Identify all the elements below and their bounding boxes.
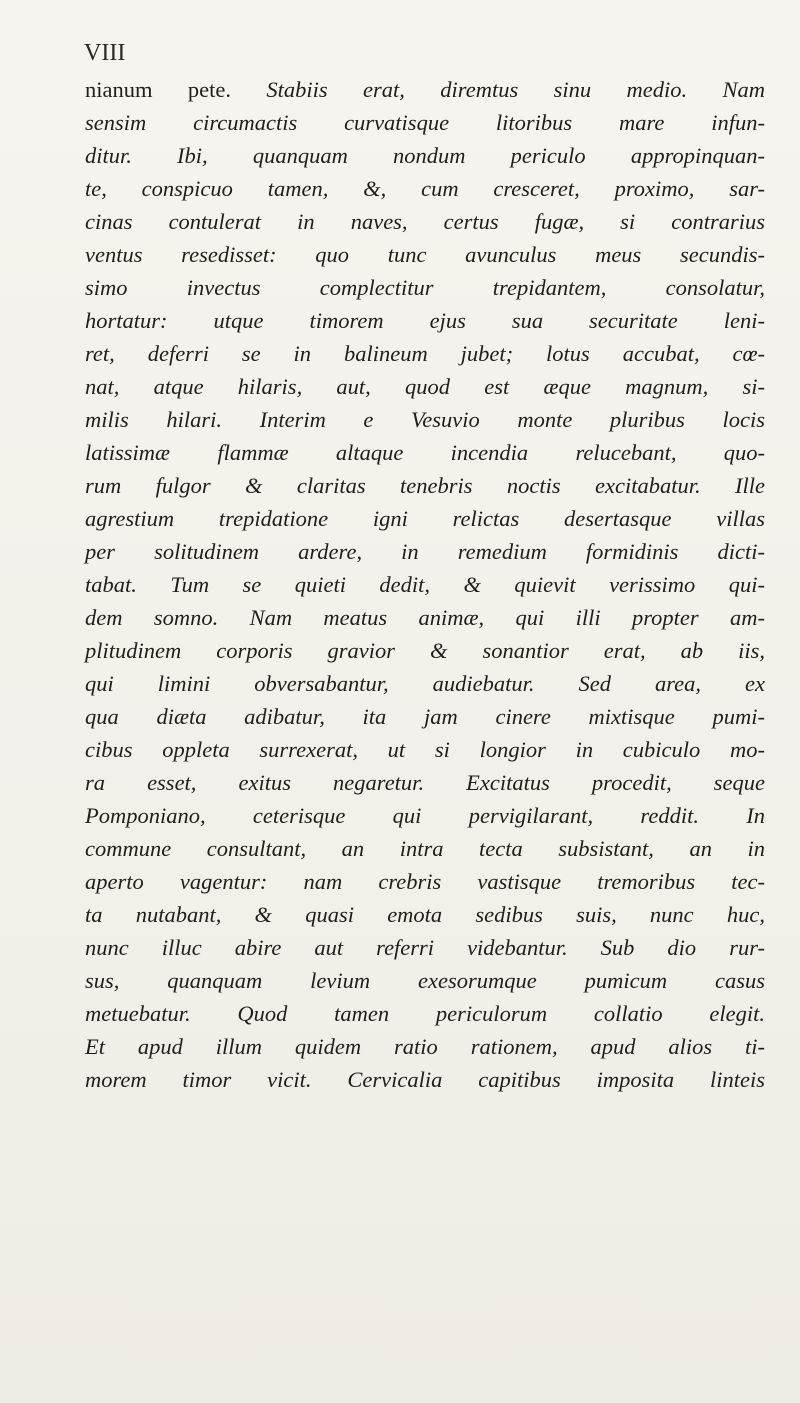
text-line: nunc illuc abire aut referri videbantur. Sub dio rur- [85, 935, 765, 960]
text-line: sensim circumactis curvatisque litoribus mare infun- [85, 110, 765, 135]
text-line: milis hilari. Interim e Vesuvio monte pluribus locis [85, 407, 765, 432]
text-line: ditur. Ibi, quanquam nondum periculo appropinquan- [85, 143, 765, 168]
text-line: te, conspicuo tamen, &, cum cresceret, proximo, sar- [85, 176, 765, 201]
latin-text-block [85, 73, 765, 1096]
text-line: rum fulgor & claritas tenebris noctis excitabatur. Ille [85, 473, 765, 498]
text-line: per solitudinem ardere, in remedium formidinis dicti- [85, 539, 765, 564]
text-line: nat, atque hilaris, aut, quod est æque magnum, si- [85, 374, 765, 399]
text-line: ra esset, exitus negaretur. Excitatus procedit, seque [85, 770, 765, 795]
text-line: tabat. Tum se quieti dedit, & quievit verissimo qui- [85, 572, 765, 597]
page-number: VIII [84, 40, 126, 66]
text-line: qui limini obversabantur, audiebatur. Sed area, ex [85, 671, 765, 696]
text-line: aperto vagentur: nam crebris vastisque tremoribus tec- [85, 869, 765, 894]
text-line: plitudinem corporis gravior & sonantior erat, ab iis, [85, 638, 765, 663]
text-line: Et apud illum quidem ratio rationem, apud alios ti- [85, 1034, 765, 1059]
text-line: Pomponiano, ceterisque qui pervigilarant, reddit. In [85, 803, 765, 828]
text-line: morem timor vicit. Cervicalia capitibus imposita linteis [85, 1067, 765, 1092]
text-line [85, 73, 765, 106]
text-line: commune consultant, an intra tecta subsistant, an in [85, 836, 765, 861]
text-line: latissimæ flammæ altaque incendia relucebant, quo- [85, 440, 765, 465]
text-line: ret, deferri se in balineum jubet; lotus accubat, cœ- [85, 341, 765, 366]
text-line-italic: Stabiis erat, diremtus sinu medio. Nam [266, 77, 765, 102]
text-line: cibus oppleta surrexerat, ut si longior in cubiculo mo- [85, 737, 765, 762]
text-line: hortatur: utque timorem ejus sua securitate leni- [85, 308, 765, 333]
text-line-roman: nianum pete. [85, 77, 231, 102]
text-line: agrestium trepidatione igni relictas desertasque villas [85, 506, 765, 531]
text-line: ta nutabant, & quasi emota sedibus suis, nunc huc, [85, 902, 765, 927]
text-line: simo invectus complectitur trepidantem, consolatur, [85, 275, 765, 300]
text-line: dem somno. Nam meatus animæ, qui illi propter am- [85, 605, 765, 630]
text-line: qua diæta adibatur, ita jam cinere mixtisque pumi- [85, 704, 765, 729]
text-line: metuebatur. Quod tamen periculorum collatio elegit. [85, 1001, 765, 1026]
text-line: cinas contulerat in naves, certus fugæ, si contrarius [85, 209, 765, 234]
text-line: ventus resedisset: quo tunc avunculus meus secundis- [85, 242, 765, 267]
text-line: sus, quanquam levium exesorumque pumicum casus [85, 968, 765, 993]
